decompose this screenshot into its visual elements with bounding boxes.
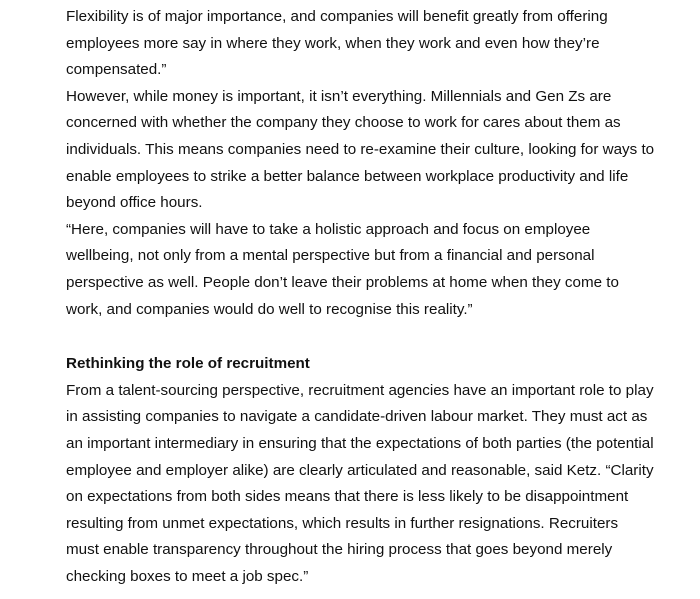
text-line: checking boxes to meet a job spec.” xyxy=(66,567,309,585)
section-recruitment xyxy=(66,351,666,590)
text-line: compensated.” xyxy=(66,61,167,79)
text-line: concerned with whether the company they choose to work for cares about them as xyxy=(66,114,621,132)
text-line: However, while money is important, it isn’t everything. Millennials and Gen Zs are xyxy=(66,87,612,105)
text-line: wellbeing, not only from a mental perspective but from a financial and personal xyxy=(66,247,595,265)
text-line: work, and companies would do well to recognise this reality.” xyxy=(66,300,473,318)
text-line: beyond office hours. xyxy=(66,194,203,212)
section-heading: Rethinking the role of recruitment xyxy=(66,355,310,373)
text-line: enable employees to strike a better balance between workplace productivity and life xyxy=(66,167,629,185)
text-line: an important intermediary in ensuring that the expectations of both parties (the potential xyxy=(66,434,654,452)
text-line: perspective as well. People don’t leave their problems at home when they come to xyxy=(66,273,619,291)
text-line: must enable transparency throughout the hiring process that goes beyond merely xyxy=(66,541,613,559)
section-spacer xyxy=(66,323,666,351)
text-line: Flexibility is of major importance, and companies will benefit greatly from offering xyxy=(66,8,608,25)
paragraph-wellbeing-quote xyxy=(66,217,666,323)
paragraph-flexibility xyxy=(66,4,666,84)
text-line: on expectations from both sides means that there is less likely to be disappointment xyxy=(66,488,629,506)
text-line: in assisting companies to navigate a candidate-driven labour market. They must act as xyxy=(66,408,648,426)
text-line: employees more say in where they work, when they work and even how they’re xyxy=(66,34,600,52)
paragraph-money xyxy=(66,84,666,217)
text-line: resulting from unmet expectations, which results in further resignations. Recruiters xyxy=(66,514,619,532)
text-line: “Here, companies will have to take a holistic approach and focus on employee xyxy=(66,220,591,238)
text-line: individuals. This means companies need to re-examine their culture, looking for ways to xyxy=(66,140,655,158)
text-line: From a talent-sourcing perspective, recruitment agencies have an important role to play xyxy=(66,381,654,399)
article-body xyxy=(66,4,666,590)
text-line: employee and employer alike) are clearly articulated and reasonable, said Ketz. “Clarity xyxy=(66,461,654,479)
